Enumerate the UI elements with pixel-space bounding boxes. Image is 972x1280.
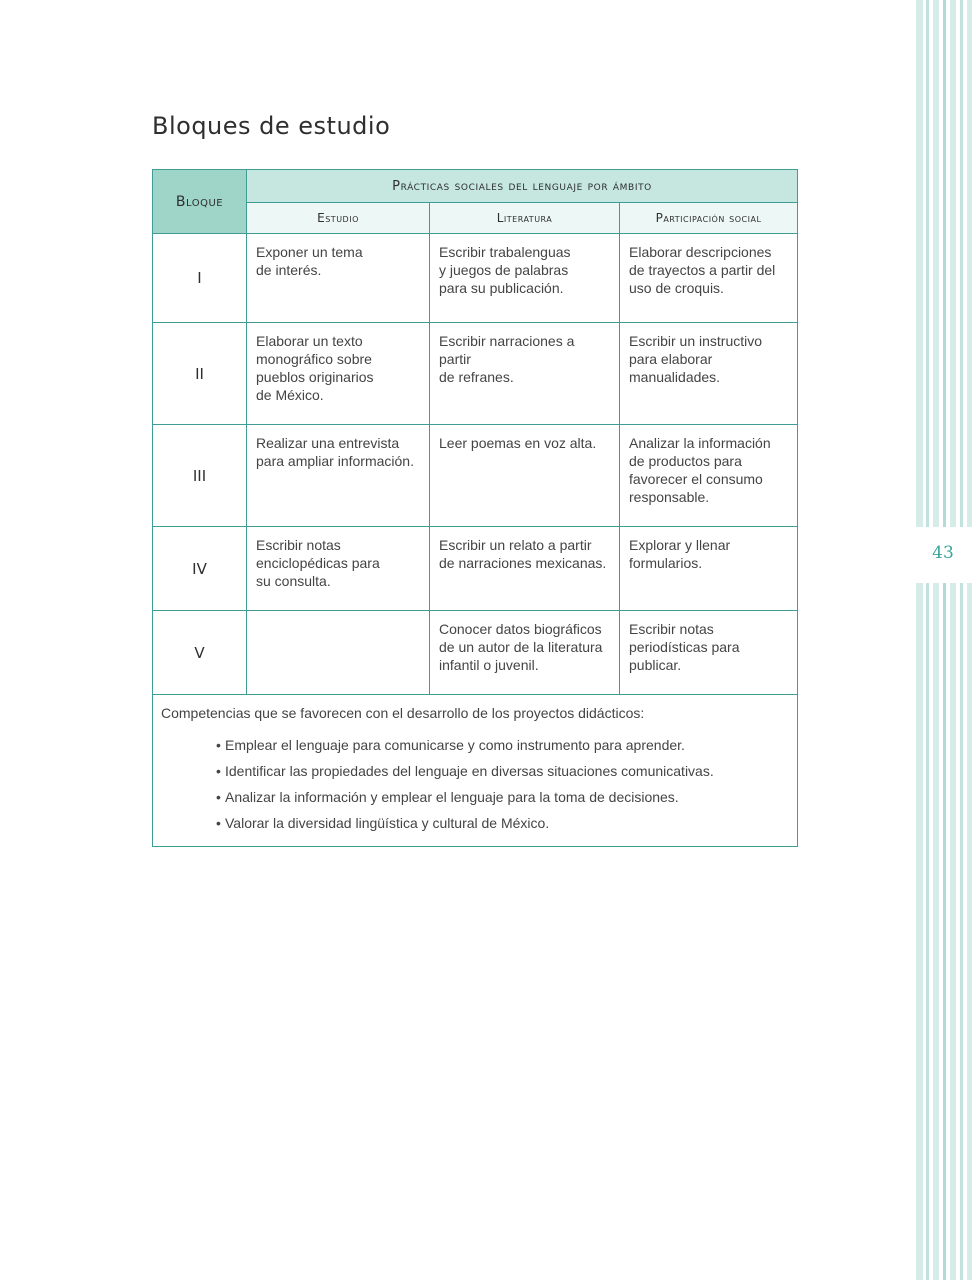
cell-line: Conocer datos biográficos [439,621,602,637]
cell-line: uso de croquis. [629,280,724,296]
cell-line: para su publicación. [439,280,564,296]
competencia-item [216,736,789,754]
header-literatura: Literatura [430,203,620,234]
cell-line: Elaborar descripciones [629,244,772,260]
cell-line: publicar. [629,657,682,673]
cell-line: infantil o juvenil. [439,657,539,673]
competencia-text: Valorar la diversidad lingüística y cultural de México. [225,815,550,831]
cell-line: Leer poemas en voz alta. [439,435,597,451]
cell-line: manualidades. [629,369,721,385]
cell-participacion-social [620,425,798,527]
table-body [153,234,798,695]
cell-line: y juegos de palabras [439,262,569,278]
cell-estudio [247,323,430,425]
competencia-text: Identificar las propiedades del lenguaje en diversas situaciones comunicativas. [225,763,714,779]
cell-literatura [430,323,620,425]
competencias-cell [153,695,798,847]
cell-participacion-social [620,527,798,611]
cell-line: para ampliar información. [256,453,414,469]
cell-line: de México. [256,387,324,403]
header-bloque: Bloque [153,170,247,234]
cell-line: su consulta. [256,573,331,589]
cell-estudio [247,425,430,527]
cell-participacion-social [620,323,798,425]
competencia-item [216,814,789,832]
table-row [153,323,798,425]
bullet-icon: • [216,763,221,779]
study-blocks-table [152,169,798,847]
competencia-item [216,762,789,780]
cell-line: responsable. [629,489,710,505]
cell-line: enciclopédicas para [256,555,380,571]
table-row [153,611,798,695]
cell-line: favorecer el consumo [629,471,763,487]
competencias-list [161,736,789,832]
decorative-side-stripes [912,0,972,1280]
cell-line: de narraciones mexicanas. [439,555,607,571]
table-row [153,234,798,323]
cell-line: Elaborar un texto [256,333,363,349]
cell-line: Escribir notas [629,621,714,637]
header-ambito: Prácticas sociales del lenguaje por ámbito [247,170,798,203]
page-title: Bloques de estudio [152,112,391,140]
competencia-item [216,788,789,806]
cell-line: de un autor de la literatura [439,639,603,655]
cell-line: Exponer un tema [256,244,363,260]
cell-participacion-social [620,234,798,323]
cell-line: de interés. [256,262,322,278]
cell-line: Escribir notas [256,537,341,553]
competencia-text: Emplear el lenguaje para comunicarse y como instrumento para aprender. [225,737,685,753]
cell-line: para elaborar [629,351,713,367]
bloque-number: V [153,611,247,695]
bloque-number: II [153,323,247,425]
cell-estudio [247,234,430,323]
bullet-icon: • [216,789,221,805]
cell-literatura [430,425,620,527]
page-number: 43 [932,543,954,563]
table-row [153,527,798,611]
cell-line: Escribir narraciones a [439,333,575,349]
bloque-number: III [153,425,247,527]
cell-line: Analizar la información [629,435,771,451]
cell-line: formularios. [629,555,703,571]
bullet-icon: • [216,737,221,753]
bloque-number: IV [153,527,247,611]
cell-line: Escribir trabalenguas [439,244,571,260]
cell-line: de productos para [629,453,742,469]
cell-line: de refranes. [439,369,514,385]
cell-line: Escribir un instructivo [629,333,763,349]
bullet-icon: • [216,815,221,831]
bloque-number: I [153,234,247,323]
cell-line: Explorar y llenar [629,537,731,553]
cell-literatura [430,234,620,323]
cell-estudio [247,527,430,611]
cell-line: Realizar una entrevista [256,435,400,451]
competencias-intro: Competencias que se favorecen con el desarrollo de los proyectos didácticos: [161,705,645,721]
cell-line: monográfico sobre [256,351,372,367]
header-participacion-social: Participación social [620,203,798,234]
competencia-text: Analizar la información y emplear el lenguaje para la toma de decisiones. [225,789,679,805]
cell-participacion-social [620,611,798,695]
cell-line: Escribir un relato a partir [439,537,592,553]
header-estudio: Estudio [247,203,430,234]
cell-line: de trayectos a partir del [629,262,776,278]
cell-line: pueblos originarios [256,369,374,385]
cell-literatura [430,527,620,611]
cell-line: partir [439,351,471,367]
cell-line: periodísticas para [629,639,740,655]
cell-literatura [430,611,620,695]
cell-estudio [247,611,430,695]
table-row [153,425,798,527]
